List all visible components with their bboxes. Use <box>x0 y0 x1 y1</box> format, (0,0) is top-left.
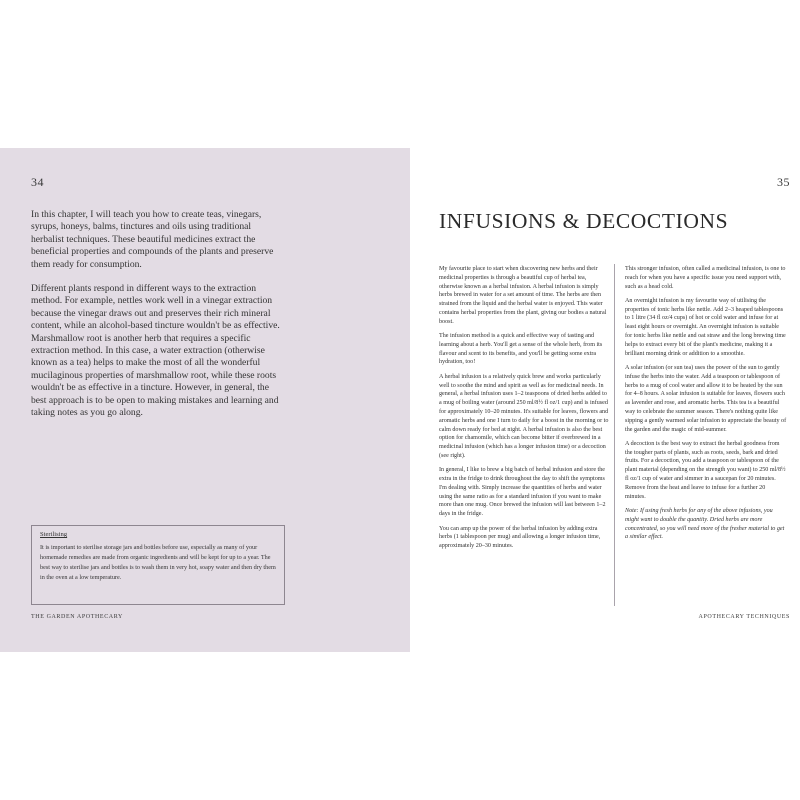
sterilising-box <box>31 525 285 605</box>
text-column-left <box>439 265 609 556</box>
footer-right: APOTHECARY TECHNIQUES <box>698 614 790 620</box>
column-b-paragraph-2: An overnight infusion is my favourite way of utilising the properties of tonic herbs like nettle. Add 2–3 heaped tablespoons to 1 litre (34 fl oz/4 cups) of hot or cold water and infuse for at least eight hours or overnight. An overnight infusion is suitable for tonic herbs like nettle and oat straw and the long brewing time helps to extract every bit of the plant's medicine, making it a brilliant morning drink or addition to a smoothie. <box>625 297 786 357</box>
column-a-paragraph-4: In general, I like to brew a big batch of herbal infusion and store the extra in the fridge to drink throughout the day to shift the symptoms I'm dealing with. Simply increase the quantities of herbs and water using the same ratio as for a standard infusion if you want to make more than one mug. Once brewed the infusion will last between 1–2 days in the fridge. <box>439 467 606 518</box>
intro-paragraph-1: In this chapter, I will teach you how to create teas, vinegars, syrups, honeys, balms, tinctures and oils using traditional herbalist techniques. These beautiful medicines extract the beneficial properties and compounds of the plants and preserve them ready for consumption. <box>31 209 274 270</box>
intro-paragraph-2: Different plants respond in different ways to the extraction method. For example, nettles work well in a vinegar extraction because the vinegar draws out and preserves their rich mineral content, while an alcohol-based tincture wouldn't be as effective. Marshmallow root is another herb that requires a specific extraction method. In this case, a water extraction (otherwise known as a tea) helps to make the most of all the wonderful mucilaginous properties of marshmallow root, while these roots wouldn't be as effective in a tincture. However, in general, the best approach is to be open to making mistakes and learning and taking notes as you go along. <box>31 283 280 419</box>
column-a-paragraph-2: The infusion method is a quick and effective way of tasting and learning about a herb. You'll get a sense of the whole herb, from its flavour and scent to its benefits, and you'll be getting some extra hydration, too! <box>439 333 603 366</box>
text-column-right <box>625 265 787 548</box>
page-number-left: 34 <box>31 175 44 189</box>
column-a-paragraph-3: A herbal infusion is a relatively quick brew and works particularly well to soothe the mind and spirit as well as for medicinal needs. In general, a herbal infusion uses 1–2 teaspoons of dried herbs added to a mug of boiling water (around 250 ml/8½ fl oz/1 cup) and is infused for approximately 10–20 minutes. It's suitable for leaves, flowers and aromatic herbs and one I turn to daily for a boost in the morning or to calm down ready for bed at night. A herbal infusion is also the best option for chamomile, which can become bitter if overbrewed in a medicinal infusion (which has a longer infusion time) or a decoction (see right). <box>439 373 609 459</box>
sterilising-title: Sterilising <box>40 531 68 538</box>
column-a-paragraph-5: You can amp up the power of the herbal infusion by adding extra herbs (1 tablespoon per mug) and allowing a longer infusion time, approximately 20–30 minutes. <box>439 525 601 550</box>
column-b-paragraph-4: A decoction is the best way to extract the herbal goodness from the tougher parts of plants, such as roots, seeds, bark and dried fruits. For a decoction, you add a teaspoon or tablespoon of the plant material (depending on the strength you want) to 250 ml/8½ fl oz/1 cup of water and simmer in a saucepan for 20 minutes. Remove from the heat and leave to infuse for a further 20 minutes. <box>625 440 786 500</box>
book-spread <box>0 148 800 652</box>
left-page <box>0 148 410 652</box>
column-b-paragraph-3: A solar infusion (or sun tea) uses the power of the sun to gently infuse the herbs into the water. Add a teaspoon or tablespoon of herbs to a mug of cool water and allow it to be heated by the sun for 4–8 hours. A solar infusion is suitable for leaves, flowers such as lavender and rose, and aromatic herbs. This tea is a beautiful way to celebrate the summer season. There's nothing quite like sipping a gently warmed solar infusion to appreciate the beauty of the garden and the magic of mid-summer. <box>625 364 787 433</box>
page-number-right: 35 <box>777 175 790 189</box>
column-b-paragraph-1: This stronger infusion, often called a medicinal infusion, is one to reach for when you have a specific issue you need support with, such as a head cold. <box>625 266 786 290</box>
column-a-paragraph-1: My favourite place to start when discovering new herbs and their medicinal properties is through a beautiful cup of herbal tea, otherwise known as a herbal infusion. A herbal infusion is simply herbs brewed in water for a set amount of time. The herbs are then strained from the liquid and the herbal water is enjoyed. This water contains herbal properties from the plant, giving our bodies a natural boost. <box>439 266 607 325</box>
column-divider <box>614 264 615 606</box>
fresh-herbs-note: Note: If using fresh herbs for any of the above infusions, you might want to double the quantity. Dried herbs are more concentrated, so you will need more of the fresher material to get a similar effect. <box>625 507 785 541</box>
sterilising-text: It is important to sterilise storage jars and bottles before use, especially as many of your homemade remedies are made from organic ingredients and will be kept for up to a year. The best way to sterilise jars and bottles is to wash them in very hot, soapy water and then dry them in the oven at a low temperature. <box>40 544 276 581</box>
right-page <box>410 148 800 652</box>
section-heading: INFUSIONS & DECOCTIONS <box>439 209 729 233</box>
chapter-intro <box>31 209 281 432</box>
footer-left: THE GARDEN APOTHECARY <box>31 614 123 620</box>
